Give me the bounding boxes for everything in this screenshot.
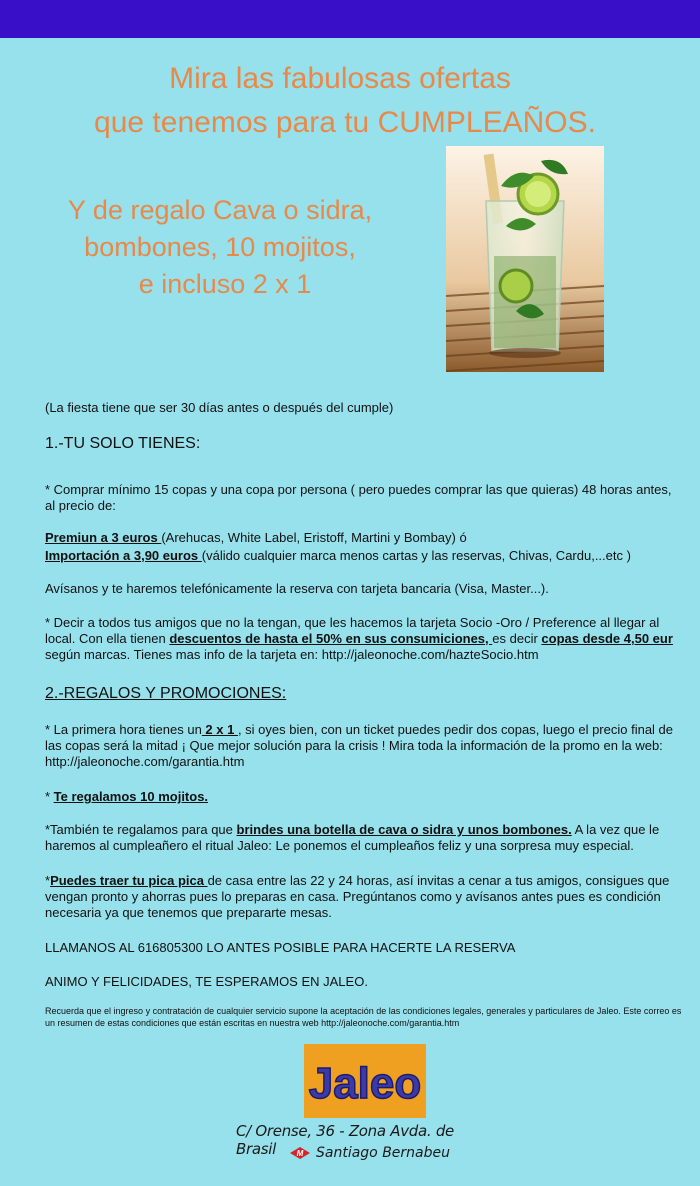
intro-text: (La fiesta tiene que ser 30 días antes o después del cumple) — [45, 400, 394, 415]
gift-line-1: Y de regalo Cava o sidra, — [67, 195, 373, 225]
section2-title: 2.-REGALOS Y PROMOCIONES: — [45, 685, 287, 702]
section1-p3: Avísanos y te haremos telefónicamente la reserva con tarjeta bancaria (Visa, Master...). — [45, 581, 549, 596]
section2-p2 — [45, 789, 685, 805]
import-link[interactable]: Importación a 3,90 euros — [45, 548, 202, 563]
top-bar — [0, 0, 700, 38]
import-line — [45, 548, 685, 564]
section2-p2-a: * — [45, 789, 54, 804]
call-to-action: LLAMANOS AL 616805300 LO ANTES POSIBLE PARA HACERTE LA RESERVA — [45, 940, 516, 955]
gift-line-3: e incluso 2 x 1 — [138, 269, 312, 299]
section1-p4-a: * Decir a todos tus amigos que no la tengan, que les hacemos la tarjeta Socio -Oro / Preference al llegar al local. Con ella tienen — [45, 615, 660, 646]
section2-p1-b: , si oyes bien, con un ticket puedes pedir dos copas, luego el precio final de las copas será la mitad ¡ Que mejor solución para la crisis ! Mira toda la información de la promo en la web: http://jaleonoche.com/garantia.htm — [45, 722, 674, 769]
cava-link[interactable]: brindes una botella de cava o sidra y unos bombones. — [236, 822, 572, 837]
section2-p4-a: * — [45, 873, 51, 888]
section2-p3 — [45, 822, 685, 854]
jaleo-logo[interactable] — [298, 1040, 432, 1122]
section1-title: 1.-TU SOLO TIENES: — [45, 435, 201, 452]
metro-line — [290, 1145, 450, 1161]
headline-line-1: Mira las fabulosas ofertas — [169, 62, 511, 95]
metro-station: Santiago Bernabeu — [316, 1145, 450, 1161]
discount-link[interactable]: descuentos de hasta el 50% en sus consumiciones, — [169, 631, 493, 646]
gift-line-2: bombones, 10 mojitos, — [84, 232, 356, 262]
address-text: C/ Orense, 36 - Zona Avda. de Brasil — [236, 1122, 454, 1158]
legal-text: Recuerda que el ingreso y contratación de cualquier servicio supone la aceptación de las condiciones legales, generales y particulares de Jaleo. Este correo es un resumen de estas condiciones que están escritas en nuestra web http://jaleonoche.com/garantia.htm — [45, 1006, 682, 1028]
section1-p1: * Comprar mínimo 15 copas y una copa por persona ( pero puedes comprar las que quieras) 48 horas antes, al precio de: — [45, 482, 672, 513]
premium-detail: (Arehucas, White Label, Eristoff, Martini y Bombay) ó — [161, 530, 467, 545]
svg-text:M: M — [296, 1149, 304, 1158]
section2-p3-b: A la vez que le haremos al cumpleañero el ritual Jaleo: Le ponemos el cumpleaños feliz y una sorpresa muy especial. — [45, 822, 660, 853]
mojitos-link[interactable]: Te regalamos 10 mojitos. — [53, 789, 209, 804]
section2-p1 — [45, 722, 685, 770]
section1-p4-c: según marcas. Tienes mas info de la tarjeta en: http://jaleonoche.com/hazteSocio.htm — [45, 647, 539, 662]
metro-icon — [290, 1147, 310, 1159]
logo-text: Jaleo — [308, 1059, 422, 1108]
section2-p4 — [45, 873, 685, 921]
pica-pica-link[interactable]: Puedes traer tu pica pica — [50, 873, 208, 888]
section2-p3-a: *También te regalamos para que — [45, 822, 237, 837]
import-detail: (válido cualquier marca menos cartas y las reservas, Chivas, Cardu,...etc ) — [201, 548, 631, 563]
copas-link[interactable]: copas desde 4,50 eur — [541, 631, 673, 646]
farewell-text: ANIMO Y FELICIDADES, TE ESPERAMOS EN JALEO. — [45, 974, 368, 989]
two-for-one-link[interactable]: 2 x 1 — [201, 722, 238, 737]
headline-line-2: que tenemos para tu CUMPLEAÑOS. — [94, 106, 596, 139]
section2-p1-a: * La primera hora tienes un — [45, 722, 202, 737]
mojito-photo — [446, 146, 604, 372]
premium-link[interactable]: Premiun a 3 euros — [45, 530, 162, 545]
premium-line — [45, 530, 685, 546]
section2-p4-b: de casa entre las 22 y 24 horas, así invitas a cenar a tus amigos, consigues que vengan pronto y ahorras pues lo preparas en casa. Pregúntanos como y avísanos antes pues es condición necesaria ya que tenemos que prepararte mesas. — [45, 873, 670, 920]
section1-p4-b: es decir — [492, 631, 542, 646]
section1-p4 — [45, 615, 685, 663]
